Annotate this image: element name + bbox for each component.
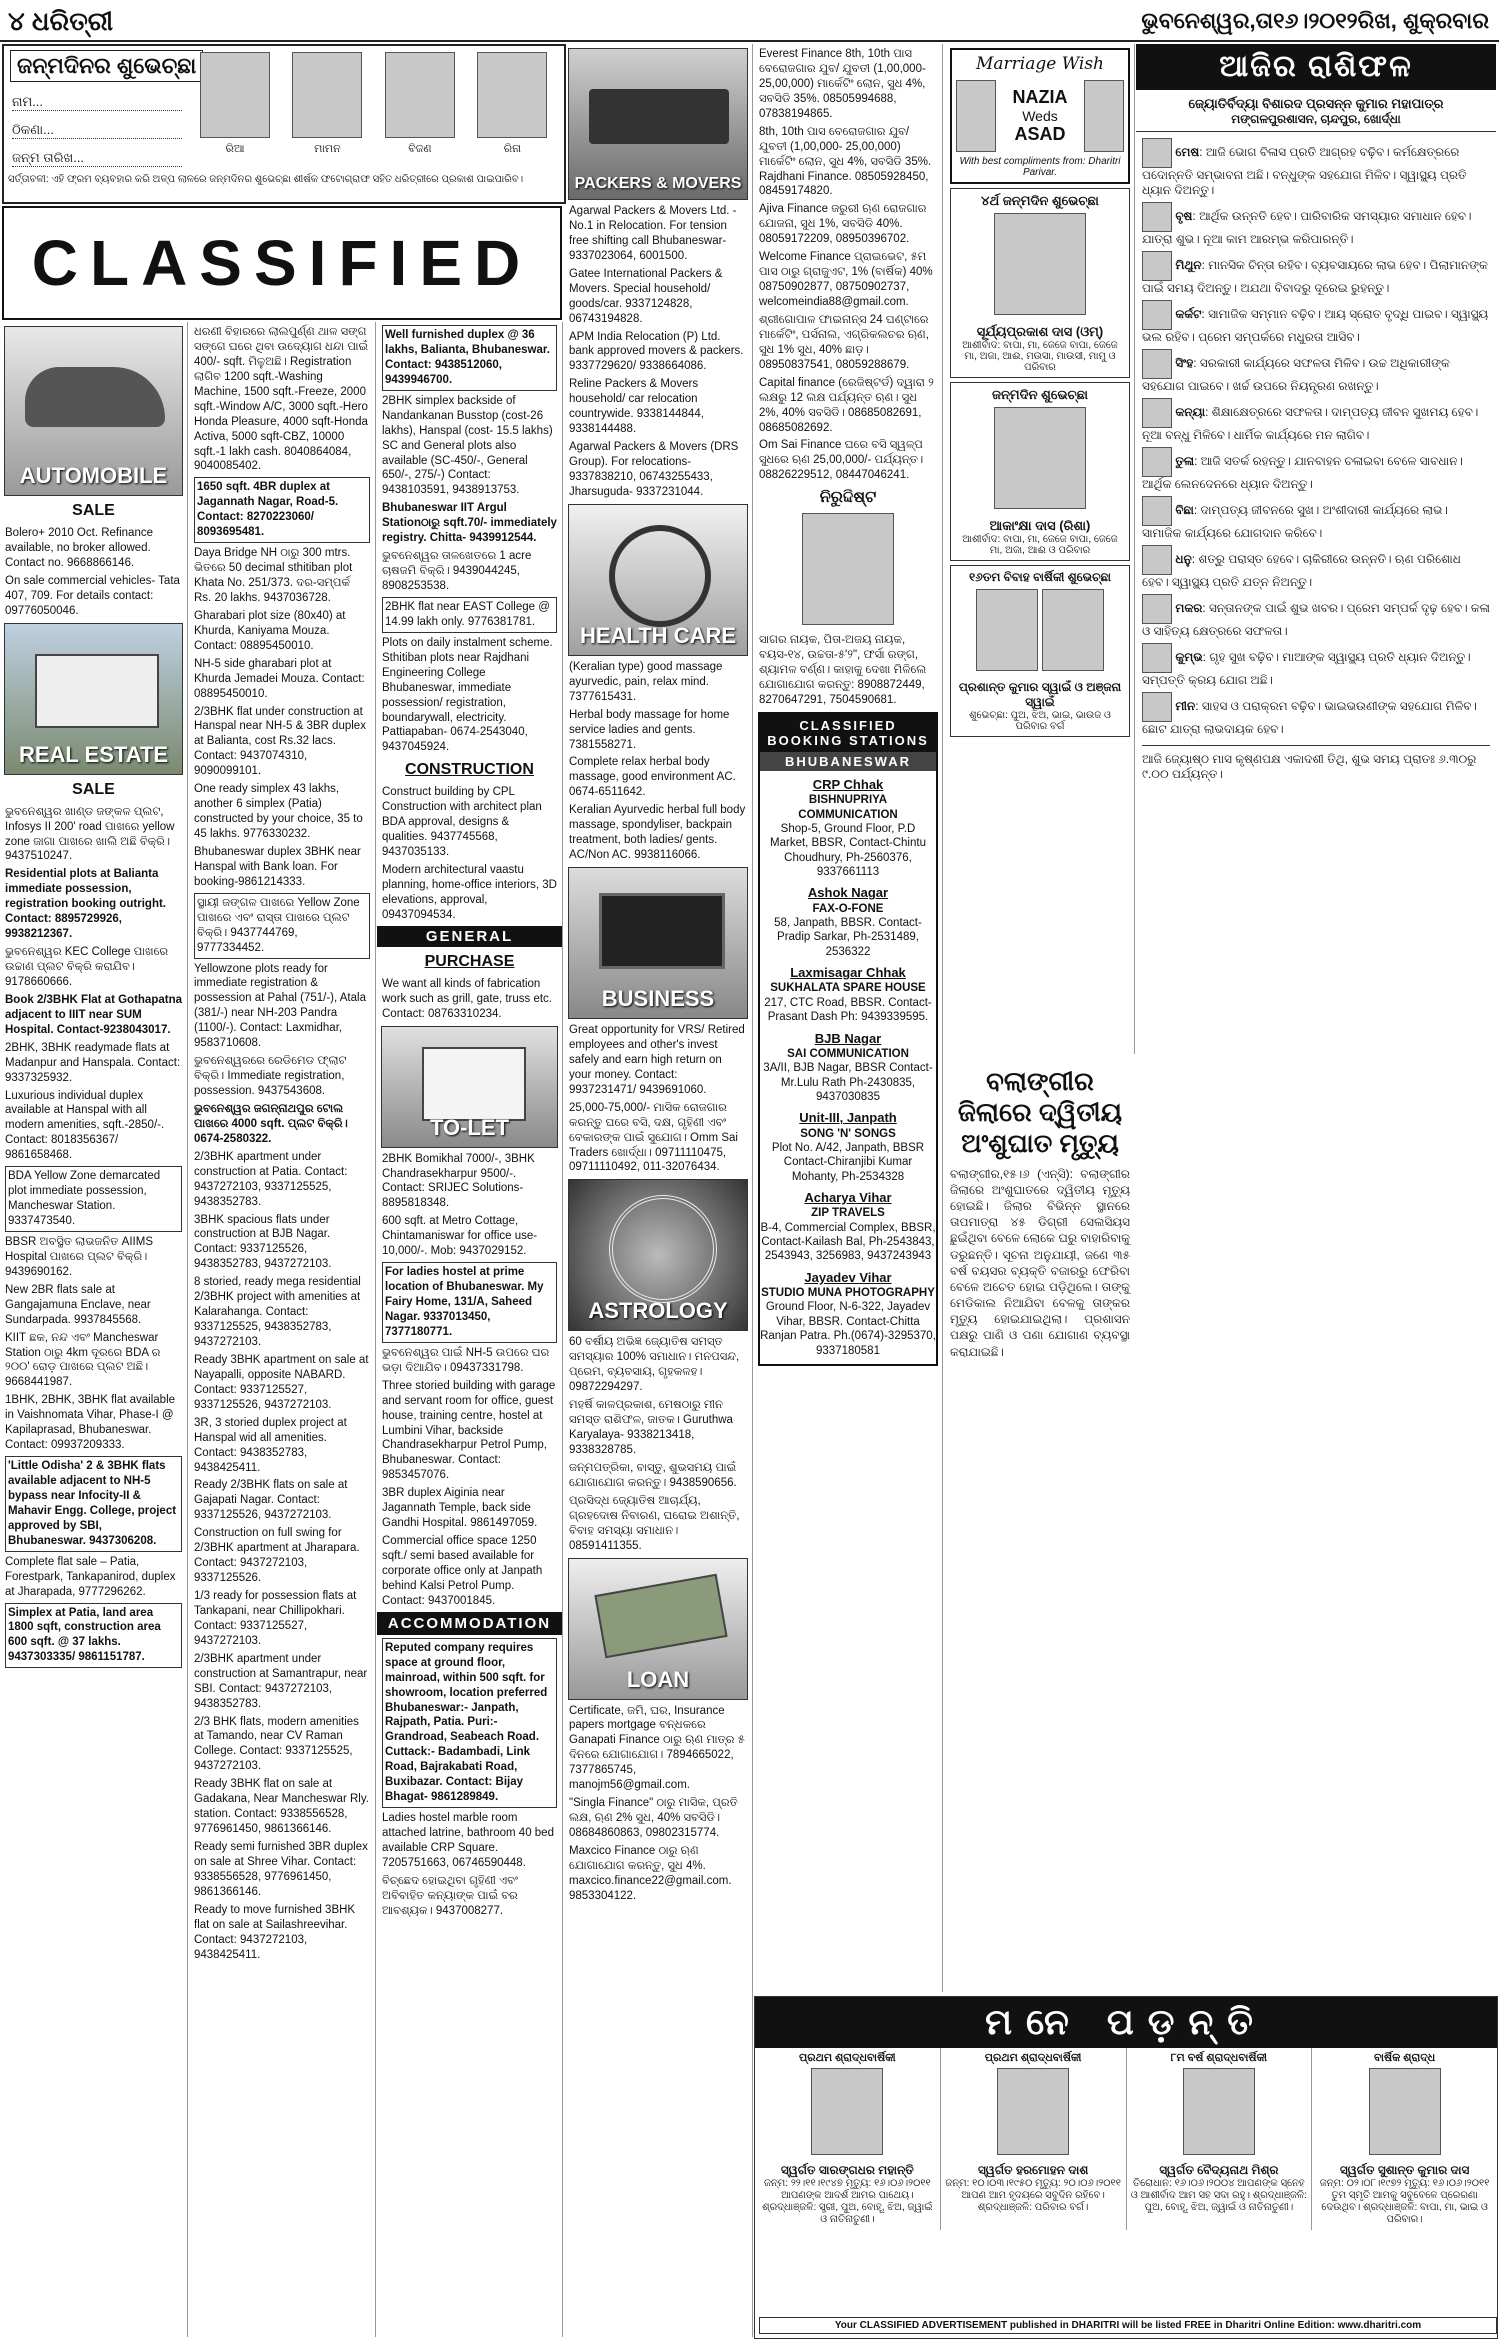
business-ads	[564, 1023, 752, 1175]
wife-photo	[1042, 589, 1104, 671]
ad-text: 2BHK Bomikhal 7000/-, 3BHK Chandrasekharpur 9500/-. Contact: SRIJEC Solutions- 8895818348.	[382, 1152, 535, 1210]
ad-text: Capital finance (ରେଜିଷ୍ଟର୍ଡ) ଦ୍ୱାରା ୨ ଲକ୍ଷରୁ 12 ଲକ୍ଷ ପର୍ଯ୍ୟନ୍ତ ଋଣ। ସୁଧ 2%, 40% ସବସିଡି। 08685082691, 08685082692.	[759, 376, 934, 434]
astrology-label: ASTROLOGY	[588, 1298, 728, 1324]
ad-text: Agarwal Packers & Movers Ltd. - No.1 in Relocation. For tension free shifting call Bhubaneswar- 9337023064, 6001500.	[569, 205, 737, 262]
accommodation-ads	[377, 1638, 562, 1919]
ad-text: Gatee International Packers & Movers. Special household/ goods/car. 9337124828, 06743194828.	[569, 267, 723, 325]
bday-wish: ଆଶୀର୍ବାଦ: ବାପା, ମା, ଜେଜେ ବାପା, ଜେଜେ ମା, ଅଜା, ଆଈ ଓ ପରିବାର	[962, 534, 1118, 556]
ad-text: 2/3 BHK flats, modern amenities at Tamando, near CV Raman College. Contact: 9337125525, 9437272103.	[194, 1715, 359, 1773]
ad-text: 2/3BHK apartment under construction at Samantrapur, near SBI. Contact: 9437272103, 9438352783.	[194, 1652, 368, 1710]
groom-photo	[956, 80, 996, 152]
ad-text: ଭୁବନେଶ୍ୱର ତାଳଖେତରେ 1 acre ଚାଷଜମି ବିକ୍ରି। 9439044245, 8908253538.	[382, 550, 532, 592]
zodiac-icon	[1142, 138, 1172, 168]
ad-text: Certificate, ଜମି, ଘର, Insurance papers mortgage ବନ୍ଧକରେ Ganapati Finance ଠାରୁ ଋଣ ମାତ୍ର ୫ ଦିନରେ ଯୋଗାଯୋଗ। 7894665022, 7377865745, manojm56@gmail.com.	[569, 1704, 745, 1792]
sign-item: ମେଷ: ଆଜି ଭୋଗ ବିଳାସ ପ୍ରତି ଆଗ୍ରହ ବଢ଼ିବ। କର୍ମକ୍ଷେତ୍ରରେ ପଦୋନ୍ନତି ସମ୍ଭାବନା ଅଛି। ବନ୍ଧୁଙ୍କ ସହଯୋଗ ମିଳିବ। ସ୍ୱାସ୍ଥ୍ୟ ପ୍ରତି ଧ୍ୟାନ ଦିଅନ୍ତୁ।	[1142, 138, 1490, 198]
missing-photo	[754, 513, 942, 630]
missing-heading: ନିରୁଦ୍ଦିଷ୍ଟ	[819, 489, 877, 507]
packers-ads	[564, 204, 752, 500]
zodiac-icon	[1142, 398, 1172, 428]
ad-text: 3R, 3 storied duplex project at Hanspal wid all amenities. Contact: 9438352783, 9438425411.	[194, 1416, 347, 1474]
zodiac-icon	[1142, 643, 1172, 673]
station-item: CRP Chhak BISHNUPRIYA COMMUNICATION Shop-5, Ground Floor, P.D Market, BBSR, Contact-Chintu Choudhury, Ph-2560376, 9337661113	[770, 776, 926, 879]
station-item: Laxmisagar Chhak SUKHALATA SPARE HOUSE 217, CTC Road, BBSR. Contact-Prasant Dash Ph: 9439339595.	[764, 965, 932, 1024]
ad-text: Yellowzone plots ready for immediate registration & possession at Pahal (751/-), Atala (381/-) near NH-203 Pandra (1100/-). Contact: Laxmidhar, 9583710608.	[194, 962, 366, 1050]
ad-text: For ladies hostel at prime location of Bhubaneswar. My Fairy Home, 131/A, Saheed Nagar. 9337013450, 7377180771.	[382, 1262, 557, 1343]
health-banner	[568, 504, 748, 656]
ad-text: NH-5 side gharabari plot at Khurda Jemadei Mouza. Contact: 08895450010.	[194, 657, 365, 700]
purchase-ads	[377, 977, 562, 1022]
to-let-label: TO-LET	[429, 1114, 510, 1140]
booking-city: BHUBANESWAR	[760, 752, 936, 771]
bday-name: ସୂର୍ଯ୍ୟପ୍ରକାଶ ଦାସ (ଓମ୍)	[976, 324, 1104, 339]
memorial-card: ୮ମ ବର୍ଷ ଶ୍ରାଦ୍ଧବାର୍ଷିକୀ ସ୍ୱର୍ଗତ ବୈଦ୍ୟନାଥ ମିଶ୍ର ତିରୋଧାନ: ୧୬।୦୬।୨୦୦୪ ଆପଣଙ୍କ ସ୍ନେହ ଓ ଆଶୀର୍ବାଦ ଆମ ସହ ସଦା ରହୁ। ଶ୍ରଦ୍ଧାଞ୍ଜଳି: ପୁଅ, ବୋହୂ, ଝିଅ, ଜ୍ୱାଇଁ ଓ ନାତିନାତୁଣୀ।	[1127, 2048, 1313, 2230]
news-body: ବଲାଙ୍ଗୀର,୧୫।୬ (ଏନ୍‌ସି): ବଲାଙ୍ଗୀର ଜିଲାରେ ଅଂଶୁଘାତରେ ଦ୍ୱିତୀୟ ମୃତ୍ୟୁ ହୋଇଛି। ଜିଲାର ବିଭିନ୍ନ ସ୍ଥାନରେ ତାପମାତ୍ରା ୪୫ ଡିଗ୍ରୀ ସେଲସିୟସ ଛୁଇଁଥିବା ବେଳେ ଲୋକେ ଘରୁ ବାହାରିବାକୁ ଡରୁଛନ୍ତି। ସୂଚନା ଅନୁଯାୟୀ, ଜଣେ ୩୫ ବର୍ଷ ବୟସର ବ୍ୟକ୍ତି ବଜାରରୁ ଫେରିବା ବେଳେ ଅଚେତ ହୋଇ ପଡ଼ିଥିଲେ। ତାଙ୍କୁ ମେଡିକାଲ ନିଆଯିବା ବେଳକୁ ତାଙ୍କର ମୃତ୍ୟୁ ହୋଇଯାଇଥିଲା। ପ୍ରଶାସନ ପକ୍ଷରୁ ପାଣି ଓ ପଣା ଯୋଗାଣ ବ୍ୟବସ୍ଥା କରାଯାଇଛି।	[950, 1166, 1130, 1359]
ad-text: ଶ୍ରୀଗୋପାଳ ଫାଇନାନ୍ସ 24 ଘଣ୍ଟାରେ ମାର୍କେଟିଂ, ପର୍ସନାଲ, ଏଗ୍ରିକଲଚର ଋଣ, ସୁଧ 1% ସୁଧ, 40% ଛାଡ଼। 08950837541, 08059288679.	[759, 313, 929, 371]
sign-item: ମିଥୁନ: ମାନସିକ ଚିନ୍ତା ରହିବ। ବ୍ୟବସାୟରେ ଲାଭ ହେବ। ପିଲାମାନଙ୍କ ପାଇଁ ସମୟ ଦିଅନ୍ତୁ। ଅଯଥା ବିବାଦରୁ ଦୂରେଇ ରୁହନ୍ତୁ।	[1142, 251, 1490, 296]
ad-text: Everest Finance 8th, 10th ପାସ ବେରୋଜଗାର ଯୁବ/ ଯୁବତୀ (1,00,000-25,00,000) ମାର୍କେଟିଂ ଲୋନ, ସୁଧ 4%, ସବସିଡି 35%. 08505994688, 07838194865.	[759, 48, 926, 120]
construction-ads	[377, 785, 562, 922]
ad-text: ମହର୍ଷି କାଳପ୍ରକାଶ, ମେଷଠାରୁ ମୀନ ସମସ୍ତ ରାଶିଫଳ, ଜାତକ। Guruthwa Karyalaya- 9338213418, 9338328785.	[569, 1399, 733, 1456]
horoscope-signs	[1136, 138, 1496, 737]
online-edition-note: Your CLASSIFIED ADVERTISEMENT published in DHARITRI will be listed FREE in Dharitri Online Edition: www.dharitri.com	[759, 2317, 1497, 2334]
sign-item: ତୁଳା: ଆଜି ସତର୍କ ରହନ୍ତୁ। ଯାନବାହନ ଚଳାଇବା ବେଳେ ସାବଧାନ। ଆର୍ଥିକ ଲେନଦେନରେ ଧ୍ୟାନ ଦିଅନ୍ତୁ।	[1142, 447, 1490, 492]
sign-item: କୁମ୍ଭ: ଗୃହ ସୁଖ ବଢ଼ିବ। ମାଆଙ୍କ ସ୍ୱାସ୍ଥ୍ୟ ପ୍ରତି ଧ୍ୟାନ ଦିଅନ୍ତୁ। ସମ୍ପତ୍ତି କ୍ରୟ ଯୋଗ ଅଛି।	[1142, 643, 1490, 688]
loan-label: LOAN	[626, 1666, 690, 1692]
ad-text: 2BHK flat near EAST College @ 14.99 lakh only. 9776381781.	[382, 597, 557, 633]
ad-text: 600 sqft. at Metro Cottage, Chintamaniswar for office use-10,000/-. Mob: 9437029152.	[382, 1215, 538, 1258]
to-let-ads	[377, 1152, 562, 1609]
sign-item: କନ୍ୟା: ଶିକ୍ଷାକ୍ଷେତ୍ରରେ ସଫଳତା। ଦାମ୍ପତ୍ୟ ଜୀବନ ସୁଖମୟ ହେବ। ନୂଆ ବନ୍ଧୁ ମିଳିବେ। ଧାର୍ମିକ କାର୍ଯ୍ୟରେ ମନ ଲାଗିବ।	[1142, 398, 1490, 443]
real-estate-label: REAL ESTATE	[18, 741, 169, 767]
ad-text: 60 ବର୍ଷୀୟ ଅଭିଜ୍ଞ ଜ୍ୟୋତିଷ ସମସ୍ତ ସମସ୍ୟାର 100% ସମାଧାନ। ମନପସନ୍ଦ, ପ୍ରେମ, ବ୍ୟବସାୟ, ଗୃହକଳହ। 09872294297.	[569, 1336, 740, 1394]
real-estate-banner	[4, 623, 183, 775]
ad-text: ପ୍ରସିଦ୍ଧ ଜ୍ୟୋତିଷ ଆଚାର୍ଯ୍ୟ, ଗ୍ରହଦୋଷ ନିବାରଣ, ଘରୋଇ ଅଶାନ୍ତି, ବିବାହ ସମସ୍ୟା ସମାଧାନ। 08591411355.	[569, 1494, 740, 1552]
bday-title: ୪ର୍ଥ ଜନ୍ମଦିନ ଶୁଭେଚ୍ଛା	[981, 193, 1099, 208]
ad-text: ବିଚ୍ଛେଦ ହୋଇଥିବା ଗୃହିଣୀ ଏବଂ ଅବିବାହିତ କନ୍ୟାଙ୍କ ପାଇଁ ବର ଆବଶ୍ୟକ। 9437008277.	[382, 1874, 518, 1917]
ad-text: 2BHK, 3BHK readymade flats at Madanpur and Hanspala. Contact: 9337325932.	[5, 1041, 181, 1084]
packers-label: PACKERS & MOVERS	[574, 175, 742, 192]
finance-ads	[754, 47, 942, 483]
booking-title: CLASSIFIED BOOKING STATIONS	[760, 714, 936, 752]
weds-text: Weds	[1022, 108, 1058, 124]
ad-text: ଭୁବନେଶ୍ୱର KEC College ପାଖରେ ଉଚ୍ଚାଣ ପ୍ଲଟ ବିକ୍ରି କରାଯିବ। 9178660666.	[5, 946, 169, 988]
column-5	[754, 44, 943, 1992]
ad-text: Ready 2/3BHK flats on sale at Gajapati Nagar. Contact: 9337125526, 9437272103.	[194, 1479, 348, 1522]
stethoscope-icon	[609, 525, 711, 627]
to-let-banner	[381, 1026, 558, 1148]
accommodation-heading: ACCOMMODATION	[377, 1612, 562, 1635]
column-4	[564, 44, 753, 2337]
packers-banner	[568, 48, 748, 200]
ad-text: Book 2/3BHK Flat at Gothapatna adjacent to IIIT near SUM Hospital. Contact-9238043017.	[5, 993, 182, 1036]
ad-text: Ready semi furnished 3BR duplex on sale at Shree Vihar. Contact: 9338556528, 9776961450, 9861366146.	[194, 1841, 368, 1898]
column-2	[189, 322, 376, 2337]
horoscope-title: ଆଜିର ରାଶିଫଳ	[1136, 44, 1496, 90]
ad-text: Herbal body massage for home service ladies and gents. 7381558271.	[569, 708, 730, 751]
building-icon	[422, 1047, 526, 1121]
ad-text: 2/3BHK apartment under construction at Patia. Contact: 9437272103, 9337125525, 9438352783.	[194, 1150, 348, 1208]
laptop-icon	[599, 893, 725, 969]
horoscope-address: ମଙ୍ଗଳପୁରଶାସନ, ଚାନ୍ଦପୁର, ଖୋର୍ଦ୍ଧା	[1136, 112, 1496, 132]
ad-text: New 2BR flats sale at Gangajamuna Enclave, near Sundarpada. 9937845568.	[5, 1283, 151, 1326]
child-photos	[194, 52, 553, 157]
child-photo-3: ବିଜଣ	[379, 52, 461, 156]
ad-text: Ready to move furnished 3BHK flat on sale at Sailashreevihar. Contact: 9437272103, 9438425411.	[194, 1903, 356, 1961]
ad-text: Agarwal Packers & Movers (DRS Group). For relocations- 9337838210, 06743255433, Jharsuguda- 9337231044.	[569, 441, 739, 498]
ad-text: Simplex at Patia, land area 1800 sqft, construction area 600 sqft. @ 37 lakhs. 9437303335/ 9861151787.	[5, 1603, 182, 1669]
ad-text: Great opportunity for VRS/ Retired employees and other's invest safely and earn high return on your money. Contact: 9937231471/ 9439691060.	[569, 1024, 745, 1096]
birthday-wish-2	[950, 382, 1130, 561]
compliments: With best compliments from: Dharitri Parivar.	[959, 156, 1121, 178]
zodiac-icon	[1142, 545, 1172, 575]
ad-text: "Singla Finance" ଠାରୁ ମାସିକ, ପ୍ରତି ଲକ୍ଷ, ଋଣ 2% ସୁଧ, 40% ସବସିଡି। 08684860863, 09802315774.	[569, 1797, 738, 1839]
sign-item: ଧନୁ: ଶତ୍ରୁ ପରାସ୍ତ ହେବେ। ଚାକିରୀରେ ଉନ୍ନତି। ଋଣ ପରିଶୋଧ ହେବ। ସ୍ୱାସ୍ଥ୍ୟ ପ୍ରତି ଯତ୍ନ ନିଅନ୍ତୁ।	[1142, 545, 1490, 590]
ad-text: Daya Bridge NH ଠାରୁ 300 mtrs. ଭିତରେ 50 decimal sthitiban plot Khata No. 251/373. ଦର-ସମ୍ପର୍କ Rs. 20 lakhs. 9437036728.	[194, 547, 353, 604]
anniv-wish: ଶୁଭେଚ୍ଛା: ପୁଅ, ଝିଅ, ଭାଇ, ଭାଉଜ ଓ ପରିବାର ବର୍ଗ	[969, 710, 1111, 732]
ad-text: Bolero+ 2010 Oct. Refinance available, no broker allowed. Contact no. 9668866146.	[5, 527, 153, 569]
health-label: HEALTH CARE	[579, 622, 737, 648]
ad-text: Om Sai Finance ଘରେ ବସି ସ୍ୱଳ୍ପ ସୁଧରେ ଋଣ 25,00,000/- ପର୍ଯ୍ୟନ୍ତ। 08826229512, 08447046241.	[759, 439, 924, 482]
ad-text: 8th, 10th ପାସ ବେରୋଜଗାର ଯୁବ/ ଯୁବତୀ (1,00,000- 25,00,000) ମାର୍କେଟିଂ ଲୋନ, ସୁଧ 4%, ସବସିଡି 35%. Rajdhani Finance. 08505928450, 08459174820.	[759, 125, 932, 198]
memorial-card: ପ୍ରଥମ ଶ୍ରାଦ୍ଧବାର୍ଷିକୀ ସ୍ୱର୍ଗତ ସାରଙ୍ଗଧର ମହାନ୍ତି ଜନ୍ମ: ୨୨।୧୧।୧୯୪୭ ମୃତ୍ୟୁ: ୧୬।୦୬।୨୦୧୧ ଆପଣଙ୍କ ଆଦର୍ଶ ଆମର ପାଥେୟ। ଶ୍ରଦ୍ଧାଞ୍ଜଳି: ସ୍ତ୍ରୀ, ପୁଅ, ବୋହୂ, ଝିଅ, ଜ୍ୱାଇଁ ଓ ନାତିନାତୁଣୀ।	[755, 2048, 941, 2230]
astrology-ads	[564, 1335, 752, 1553]
ad-text: Bhubaneswar IIT Argul Stationଠାରୁ sqft.70/- immediately registry. Chitta- 9439912544.	[382, 502, 557, 545]
marriage-wish	[950, 48, 1130, 184]
page-number: ୪ ଧରିତ୍ରୀ	[8, 6, 114, 36]
birthday-form	[2, 44, 566, 204]
classified-banner: CLASSIFIED	[2, 206, 562, 320]
station-item: Jayadev Vihar STUDIO MUNA PHOTOGRAPHY Ground Floor, N-6-322, Jayadev Vihar, BBSR. Contact-Chitta Ranjan Patra. Ph.(0674)-3295370, 9337180581	[760, 1269, 936, 1357]
zodiac-wheel-icon	[609, 1195, 717, 1303]
car-icon	[25, 367, 165, 427]
ad-text: Construction on full swing for 2/3BHK apartment at Jharapara. Contact: 9437272103, 9337125526.	[194, 1527, 360, 1585]
ad-text: Modern architectural vaastu planning, home-office interiors, 3D elevations, approval, 09437094534.	[382, 864, 557, 921]
automobile-banner	[4, 326, 183, 496]
anniv-title: ୧୬ତମ ବିବାହ ବାର୍ଷିକୀ ଶୁଭେଚ୍ଛା	[969, 570, 1111, 584]
ad-text: Reline Packers & Movers household/ car relocation countrywide. 9338144844, 9338144488.	[569, 378, 704, 436]
ad-text: One ready simplex 43 lakhs, another 6 simplex (Patia) constructed by your choice, 35 to 45 lakhs. 9776330232.	[194, 783, 363, 840]
ad-text: 1/3 ready for possession flats at Tankapani, near Chillipokhari. Contact: 9337125527, 9437272103.	[194, 1590, 357, 1647]
sign-item: ବୃଷ: ଆର୍ଥିକ ଉନ୍ନତି ହେବ। ପାରିବାରିକ ସମସ୍ୟାର ସମାଧାନ ହେବ। ଯାତ୍ରା ଶୁଭ। ନୂଆ କାମ ଆରମ୍ଭ କରିପାରନ୍ତି।	[1142, 202, 1490, 247]
zodiac-icon	[1142, 300, 1172, 330]
station-item: Ashok Nagar FAX-O-FONE 58, Janpath, BBSR. Contact-Pradip Sarkar, Ph-2531489, 2536322	[774, 885, 922, 958]
health-ads	[564, 660, 752, 863]
zodiac-icon	[1142, 594, 1172, 624]
column-1	[0, 322, 188, 2337]
zodiac-icon	[1142, 447, 1172, 477]
ad-text: On sale commercial vehicles- Tata 407, 709. For details contact: 09776050046.	[5, 574, 180, 617]
page-header	[0, 0, 1499, 42]
ad-text: 2BHK simplex backside of Nandankanan Busstop (cost-26 lakhs), Hanspal (cost- 15.5 lakhs) SC and General plots also available (SC-450/-, General 650/-, 275/-) Contact: 9438103591, 9438913753.	[382, 394, 553, 497]
form-field-address[interactable]: ଠିକଣା...	[12, 122, 182, 139]
zodiac-icon	[1142, 496, 1172, 526]
ad-text: Three storied building with garage and servant room for office, guest house, training centre, hostel at Lumbini Vihar, backside Chandrasekharpur Petrol Pump, Bhubaneswar. Contact: 9853457076.	[382, 1379, 556, 1482]
anniv-names: ପ୍ରଶାନ୍ତ କୁମାର ସ୍ୱାଇଁ ଓ ଅଞ୍ଜନା ସ୍ୱାଇଁ	[958, 680, 1122, 709]
ad-text: ଭୁବନେଶ୍ୱର ଖାଣ୍ଡ ଜଙ୍କଳ ପ୍ଲଟ, Infosys II 200' road ପାଖରେ yellow zone ଜାଗା ପାଖରେ ଖାଲି ଅଛି ବିକ୍ରି। 9437510247.	[5, 805, 175, 863]
ad-text: BBSR ଅବସ୍ଥିତ ଲାଭଜନିତ AIIMS Hospital ପାଖରେ ପ୍ଲଟ ବିକ୍ରି। 9439690162.	[5, 1235, 153, 1278]
ad-text: 'Little Odisha' 2 & 3BHK flats available adjacent to NH-5 bypass near Infocity-II & Mahavir Engg. College, project approved by SBI, Bhubaneswar. 9437306208.	[5, 1456, 182, 1552]
general-heading: GENERAL	[377, 926, 562, 947]
bride-photo	[1084, 80, 1124, 152]
ad-text: Commercial office space 1250 sqft./ semi based available for corporate office only at Janpath behind Kalsi Petrol Pump. Contact: 9437001845.	[382, 1535, 543, 1607]
marriage-title: Marriage Wish	[976, 54, 1104, 74]
column-6	[946, 44, 1135, 1054]
horoscope-byline: ଜ୍ୟୋତିର୍ବିଦ୍ୟା ବିଶାରଦ ପ୍ରସନ୍ନ କୁମାର ମହାପାତ୍ର	[1188, 96, 1444, 111]
ad-text: (Keralian type) good massage ayurvedic, pain, relax mind. 7377615431.	[569, 660, 723, 703]
ad-text: 3BHK spacious flats under construction at BJB Nagar. Contact: 9337125526, 9438352783, 9437272103.	[194, 1213, 332, 1271]
ad-text: APM India Relocation (P) Ltd. bank approved movers & packers. 9337729620/ 9338664086.	[569, 330, 744, 373]
ad-text: 25,000-75,000/- ମାସିକ ରୋଜଗାର କରନ୍ତୁ ଘରେ ବସି, ଦକ୍ଷ, ଗୃହିଣୀ ଏବଂ ବେକାରଙ୍କ ପାଇଁ ସୁଯୋଗ। Omm Sai Traders ଖୋର୍ଦ୍ଧା। 09711110475, 09711110492, 011-32076434.	[569, 1101, 738, 1174]
form-field-name[interactable]: ନାମ...	[12, 94, 182, 111]
ad-text: ଜନ୍ମପତ୍ରିକା, ବାସ୍ତୁ, ଶୁଭସମୟ ପାଇଁ ଯୋଗାଯୋଗ କରନ୍ତୁ। 9438590656.	[569, 1461, 737, 1489]
loan-banner	[568, 1558, 748, 1700]
loan-ads	[564, 1704, 752, 1904]
ad-text: Ready 3BHK apartment on sale at Nayapalli, opposite NABARD. Contact: 9337125527, 9337125526, 9437272103.	[194, 1353, 369, 1411]
child-photo	[994, 407, 1086, 509]
ad-text: Complete relax herbal body massage, good environment AC. 0674-6511642.	[569, 756, 736, 799]
sign-item: ବିଛା: ଦାମ୍ପତ୍ୟ ଜୀବନରେ ସୁଖ। ଅଂଶୀଦାରୀ କାର୍ଯ୍ୟରେ ଲାଭ। ସାମାଜିକ କାର୍ଯ୍ୟରେ ଯୋଗଦାନ କରିବେ।	[1142, 496, 1490, 541]
ad-text: 2/3BHK flat under construction at Hanspal near NH-5 & 3BR duplex at Balianta, cost Rs.32 lacs. Contact: 9437074310, 9090099101.	[194, 705, 366, 778]
zodiac-icon	[1142, 202, 1172, 232]
child-photo	[994, 213, 1086, 315]
husband-photo	[976, 589, 1038, 671]
child-photo-2: ମାମନ	[286, 52, 368, 156]
groom-name: ASAD	[1014, 124, 1066, 144]
missing-notice	[754, 633, 942, 708]
purchase-heading: PURCHASE	[424, 952, 515, 970]
sale-heading-2: SALE	[72, 780, 115, 798]
truck-icon	[589, 89, 729, 144]
business-label: BUSINESS	[601, 986, 715, 1011]
ad-text: ଭୁବନେଶ୍ୱରରେ ରେଡିମେଡ ଫ୍ଲାଟ ବିକ୍ରି। Immediate registration, possession. 9437543608.	[194, 1055, 347, 1097]
business-banner	[568, 867, 748, 1019]
ad-text: Reputed company requires space at ground floor, mainroad, within 500 sqft. for showroom, location preferred Bhubaneswar:- Janpath, Rajpath, Patia. Puri:- Grandroad, Seabeach Road. Cuttack:- Badambadi, Link Road, Bajrakabati Road, Buxibazar. Contact: Bijay Bhagat- 9861289849.	[382, 1638, 557, 1808]
memorial-section	[754, 1996, 1498, 2339]
sign-item: ମୀନ: ସାହସ ଓ ପରାକ୍ରମ ବଢ଼ିବ। ଭାଇଭଉଣୀଙ୍କ ସହଯୋଗ ମିଳିବ। ଛୋଟ ଯାତ୍ରା ଲାଭଦାୟକ ହେବ।	[1142, 692, 1490, 737]
birthday-form-title: ଜନ୍ମଦିନର ଶୁଭେଚ୍ଛା	[10, 50, 203, 82]
construction-heading: CONSTRUCTION	[405, 761, 534, 779]
ad-text: ସ୍ଥାୟୀ ଜଙ୍ଗଳ ପାଖରେ Yellow Zone ପାଖରେ ଏବଂ ରାସ୍ତା ପାଖରେ ପ୍ଲଟ ବିକ୍ରି। 9437744769, 9777334452.	[194, 893, 370, 959]
missing-text: ସାଗର ନାୟକ, ପିତା-ଅଜୟ ନାୟକ, ବୟସ-୧୪, ଉଚ୍ଚତା-୫'୨", ଫର୍ସା ରଙ୍ଗ, ଶ୍ୟାମଳ ବର୍ଣ୍ଣ। କାହାକୁ ଦେଖା ମିଳିଲେ ଯୋଗାଯୋଗ କରନ୍ତୁ: 8908872449, 8270647291, 7504590681.	[759, 634, 927, 706]
ad-text: Bhubaneswar duplex 3BHK near Hanspal with Bank loan. For booking-9861214333.	[194, 845, 361, 888]
zodiac-icon	[1142, 251, 1172, 281]
memorial-people	[755, 2048, 1497, 2230]
zodiac-icon	[1142, 349, 1172, 379]
birthday-form-note: ସର୍ତ୍ତାବଳୀ: ଏହି ଫ୍ରମ ବ୍ୟବହାର କରି ଅଳ୍ପ ଲାଳରେ ଜନ୍ମଦିନର ଶୁଭେଚ୍ଛା ଶୀର୍ଷକ ଫଟୋଗ୍ରାଫ ସହିତ ଧରିତ୍ରୀରେ ପ୍ରକାଶ ପାଇପାରିବ।	[8, 174, 524, 185]
real-estate-ads	[0, 805, 187, 1669]
ad-text: Ready 3BHK flat on sale at Gadakana, Near Mancheswar Rly. station. Contact: 9338556528, 9776961450, 9861366146.	[194, 1778, 369, 1836]
ad-text: ଧରଣୀ ବିହାରରେ ଲାଲପୁର୍ଣ୍ଣ ଥାଳ ସଙ୍ଗ ସଙ୍ଗେ ଘରେ ଥିବା ଉଦ୍ୟୋଗ ଧନ୍ଦା ପାଇଁ 400/- sqft. ମିଳୁଅଛି। Registration ଲାଗିବ 1200 sqft.-Washing Machine, 1500 sqft.-Freeze, 2000 sqft.-Window A/C, 3000 sqft.-Hero Honda Pleasure, 4000 sqft-Honda Activa, 5000 sqft-CBZ, 10000 sqft.-1 lakh cash. 8040864084, 9040085402.	[194, 326, 369, 473]
bday-name: ଆକାଂକ୍ଷା ଦାସ (ରିଶା)	[989, 518, 1091, 533]
sign-item: ସିଂହ: ସରକାରୀ କାର୍ଯ୍ୟରେ ସଫଳତା ମିଳିବ। ଉଚ୍ଚ ଅଧିକାରୀଙ୍କ ସହଯୋଗ ପାଇବେ। ଖର୍ଚ୍ଚ ଉପରେ ନିୟନ୍ତ୍ରଣ ରଖନ୍ତୁ।	[1142, 349, 1490, 394]
sale-heading-1: SALE	[72, 502, 115, 519]
memorial-title: ମନେ ପଡ଼ନ୍ତି	[755, 1997, 1497, 2048]
ad-text: We want all kinds of fabrication work such as grill, gate, truss etc. Contact: 08763310234.	[382, 977, 553, 1020]
station-item: Unit-III, Janpath SONG 'N' SONGS Plot No. A/42, Janpath, BBSR Contact-Chiranjibi Kumar Mohanty, Ph-2534328	[771, 1110, 925, 1183]
form-field-dob[interactable]: ଜନ୍ମ ତାରିଖ...	[12, 150, 182, 167]
ad-text: Construct building by CPL Construction with architect plan BDA approval, designs & qualities. 9437745568, 9437035133.	[382, 786, 542, 859]
ad-text: Gharabari plot size (80x40) at Khurda, Kaniyama Mouza. Contact: 08895450010.	[194, 609, 346, 652]
house-icon	[35, 654, 159, 728]
ad-text: Luxurious individual duplex available at Hanspal with all modern amenities, sqft.-2850/-. Contact: 8018356367/ 9861658468.	[5, 1089, 165, 1162]
news-article	[946, 1060, 1134, 1980]
child-photo-4: ରିନା	[471, 52, 553, 156]
ad-text: BDA Yellow Zone demarcated plot immediate possession, Mancheswar Station. 9337473540.	[5, 1166, 182, 1232]
ad-text: 3BR duplex Aiginia near Jagannath Temple, back side Gandhi Hospital. 9861497059.	[382, 1487, 538, 1530]
bride-name: NAZIA	[1012, 87, 1068, 107]
sign-item: କର୍କଟ: ସାମାଜିକ ସମ୍ମାନ ବଢ଼ିବ। ଆୟ ସ୍ରୋତ ବୃଦ୍ଧି ପାଇବ। ସ୍ୱାସ୍ଥ୍ୟ ଭଲ ରହିବ। ପ୍ରେମ ସମ୍ପର୍କରେ ମଧୁରତା ଆସିବ।	[1142, 300, 1490, 345]
ad-text: ଭୁବନେଶ୍ୱର ପାଇଁ NH-5 ଉପରେ ଘର ଭଡ଼ା ଦିଆଯିବ। 09437331798.	[382, 1346, 550, 1374]
news-headline: ବଲାଙ୍ଗୀର ଜିଲାରେ ଦ୍ୱିତୀୟ ଅଂଶୁଘାତ ମୃତ୍ୟୁ	[957, 1066, 1123, 1159]
ad-text: Well furnished duplex @ 36 lakhs, Balianta, Bhubaneswar. Contact: 9438512060, 9439946700.	[382, 325, 557, 391]
booking-stations	[758, 712, 938, 1366]
ad-text: Keralian Ayurvedic herbal full body massage, spondyliser, backpain treatment, both ladies/ gents. AC/Non AC. 9938116066.	[569, 804, 746, 862]
dateline: ଭୁବନେଶ୍ୱର,ତା୧୬।୨୦୧୨ରିଖ, ଶୁକ୍ରବାର	[1141, 8, 1489, 33]
ad-text: Residential plots at Balianta immediate possession, registration booking outright. Contact: 8895729926, 9938212367.	[5, 868, 166, 941]
ad-text: Complete flat sale – Patia, Forestpark, Tankapanirod, duplex at Jharapada, 9777296262.	[5, 1555, 176, 1598]
automobile-ads	[0, 526, 187, 619]
station-item: BJB Nagar SAI COMMUNICATION 3A/II, BJB Nagar, BBSR Contact-Mr.Lulu Rath Ph-2430835, 9437030835	[763, 1030, 933, 1103]
ad-text: Welcome Finance ପ୍ରାଇଭେଟ, ୫ମ ପାସ ଠାରୁ ଗ୍ରାଜୁଏଟ, 1% (ବାର୍ଷିକ) 40% 08750902877, 08750902737, welcomeindia88@gmail.com.	[759, 251, 933, 308]
station-item: Acharya Vihar ZIP TRAVELS B-4, Commercial Complex, BBSR, Contact-Kailash Bal, Ph-2543843, 2543943, 3256983, 9437243943	[760, 1190, 936, 1263]
ad-text: 8 storied, ready mega residential 2/3BHK project with amenities at Kalarahanga. Contact: 9337125525, 9438352783, 9437272103.	[194, 1276, 361, 1348]
memorial-card: ବାର୍ଷିକ ଶ୍ରାଦ୍ଧ ସ୍ୱର୍ଗତ ସୁଶାନ୍ତ କୁମାର ଦାସ ଜନ୍ମ: ୦୨।୦୮।୧୯୭୨ ମୃତ୍ୟୁ: ୧୬।୦୬।୨୦୧୧ ତୁମ ସ୍ମୃତି ଆମକୁ ସବୁବେଳେ ପ୍ରେରଣା ଦେଉଥିବ। ଶ୍ରଦ୍ଧାଞ୍ଜଳି: ବାପା, ମା, ଭାଇ ଓ ପରିବାର।	[1319, 2052, 1490, 2225]
ad-text: Maxcico Finance ଠାରୁ ଋଣ ଯୋଗାଯୋଗ କରନ୍ତୁ, ସୁଧ 4%. maxcico.finance22@gmail.com. 9853304122.	[569, 1844, 732, 1902]
anniversary-wish	[950, 565, 1130, 737]
ad-text: Ajiva Finance ଜରୁରୀ ଋଣ ରୋଜଗାର ଯୋଜନା, ସୁଧ 1%, ସବସିଡି 40%. 08059172209, 08950396702.	[759, 203, 927, 246]
ad-text: Plots on daily instalment scheme. Sthitiban plots near Rajdhani Engineering College Bhubaneswar, immediate possession/ registration, boundarywall, electricity. Pattiapaban- 0674-2543040, 9437045924.	[382, 636, 553, 754]
child-photo-1: ରିଆ	[194, 52, 276, 156]
zodiac-icon	[1142, 692, 1172, 722]
ad-text: 1650 sqft. 4BR duplex at Jagannath Nagar, Road-5. Contact: 8270223060/ 8093695481.	[194, 477, 370, 543]
bday-title: ଜନ୍ମଦିନ ଶୁଭେଚ୍ଛା	[991, 387, 1089, 402]
ad-text: 1BHK, 2BHK, 3BHK flat available in Vaishnomata Vihar, Phase-I @ Kapilaprasad, Bhubaneswar. Contact: 09937209333.	[5, 1394, 176, 1452]
birthday-wish-1	[950, 188, 1130, 378]
sign-item: ମକର: ସନ୍ତାନଙ୍କ ପାଇଁ ଶୁଭ ଖବର। ପ୍ରେମ ସମ୍ପର୍କ ଦୃଢ଼ ହେବ। କଳା ଓ ସାହିତ୍ୟ କ୍ଷେତ୍ରରେ ସଫଳତା।	[1142, 594, 1490, 639]
ad-text: KIIT ଛକ, ନନ୍ଦ ଏବଂ Mancheswar Station ଠାରୁ 4km ଦୂରରେ BDA ର ୨୦୦' ରୋଡ଼ ପାଖରେ ପ୍ଲଟ ଅଛି। 9668441987.	[5, 1331, 161, 1389]
property-ads-2	[377, 325, 562, 755]
automobile-label: AUTOMOBILE	[19, 463, 168, 488]
ad-text: Ladies hostel marble room attached latrine, bathroom 40 bed available CRP Square. 7205751663, 06746590448.	[382, 1812, 554, 1869]
ad-text: ଭୁବନେଶ୍ୱର ଜଗନ୍ନାଥପୁର ଟୋଲ ପାଖରେ 4000 sqft. ପ୍ଲଟ ବିକ୍ରି। 0674-2580322.	[194, 1102, 348, 1145]
column-3	[377, 322, 563, 2337]
memorial-card: ପ୍ରଥମ ଶ୍ରାଦ୍ଧବାର୍ଷିକୀ ସ୍ୱର୍ଗତ ହରମୋହନ ଦାଶ ଜନ୍ମ: ୧୦।୦୩।୧୯୫୦ ମୃତ୍ୟୁ: ୨୦।୦୬।୨୦୧୧ ଆପଣ ଆମ ହୃଦୟରେ ସବୁଦିନ ରହିବେ। ଶ୍ରଦ୍ଧାଞ୍ଜଳି: ପରିବାର ବର୍ଗ।	[941, 2048, 1127, 2230]
horoscope-panel	[1136, 44, 1496, 1992]
astrology-banner	[568, 1179, 748, 1331]
bday-wish: ଆଶୀର୍ବାଦ: ବାପା, ମା, ଜେଜେ ବାପା, ଜେଜେ ମା, ଅଜା, ଆଈ, ମଉସା, ମାଉସୀ, ମାମୁ ଓ ପରିବାର	[962, 340, 1118, 373]
panjika: ଆଜି ଜ୍ୟୋଷ୍ଠ ମାସ କୃଷ୍ଣପକ୍ଷ ଏକାଦଶୀ ତିଥି, ଶୁଭ ସମୟ ପ୍ରାତଃ ୬.୩୦ରୁ ୯.୦୦ ପର୍ଯ୍ୟନ୍ତ।	[1142, 745, 1490, 782]
currency-icon	[594, 1573, 727, 1658]
property-ads	[189, 325, 375, 1963]
